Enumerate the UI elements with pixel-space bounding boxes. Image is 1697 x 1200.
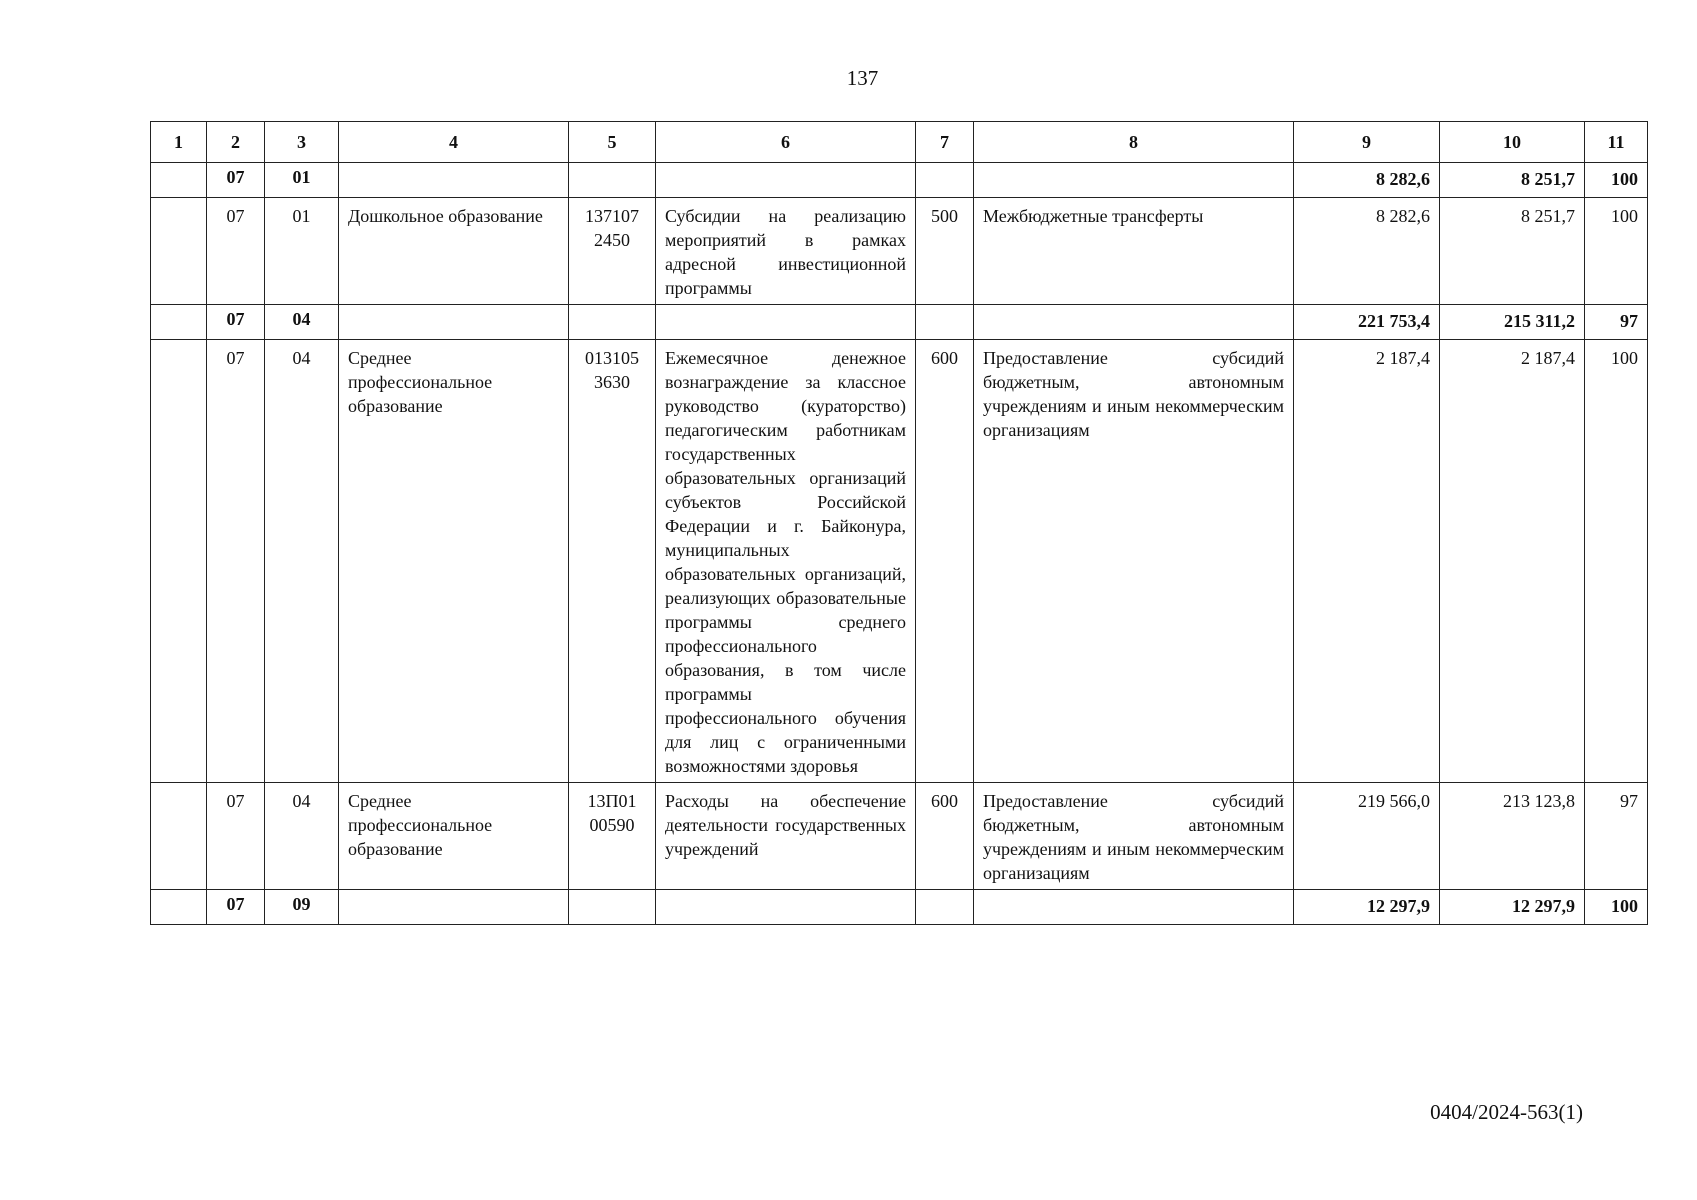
cell-section-name: Среднее профессиональное образование bbox=[339, 340, 569, 783]
cell-expense-type-code bbox=[916, 305, 974, 340]
cell-expense-type-name bbox=[974, 305, 1294, 340]
cell-target-name: Расходы на обеспечение деятельности государственных учреждений bbox=[656, 783, 916, 890]
cell-actual-amount: 8 251,7 bbox=[1440, 198, 1585, 305]
cell-target-code: 13П01 00590 bbox=[569, 783, 656, 890]
cell-col1 bbox=[151, 198, 207, 305]
cell-percent: 100 bbox=[1585, 163, 1648, 198]
subtotal-row bbox=[151, 305, 1648, 340]
table-row bbox=[151, 783, 1648, 890]
header-cell: 2 bbox=[207, 122, 265, 163]
cell-target-name: Ежемесячное денежное вознаграждение за классное руководство (кураторство) педагогическим работникам государственных образовательных организаций субъектов Российской Федерации и г. Байконура, муниципальных образовательных организаций, реализующих образовательные программы среднего профессионального образования, в том числе программы профессионального обучения для лиц с ограниченными возможностями здоровья bbox=[656, 340, 916, 783]
cell-expense-type-name: Предоставление субсидий бюджетным, автономным учреждениям и иным некоммерческим организациям bbox=[974, 340, 1294, 783]
cell-expense-type-name bbox=[974, 890, 1294, 925]
cell-expense-type-code: 500 bbox=[916, 198, 974, 305]
cell-section: 07 bbox=[207, 340, 265, 783]
cell-target-code bbox=[569, 305, 656, 340]
cell-target-name bbox=[656, 305, 916, 340]
header-cell: 10 bbox=[1440, 122, 1585, 163]
cell-percent: 100 bbox=[1585, 198, 1648, 305]
cell-target-name: Субсидии на реализацию мероприятий в рамках адресной инвестиционной программы bbox=[656, 198, 916, 305]
cell-col1 bbox=[151, 340, 207, 783]
header-row bbox=[151, 122, 1648, 163]
cell-planned-amount: 8 282,6 bbox=[1294, 198, 1440, 305]
header-cell: 6 bbox=[656, 122, 916, 163]
cell-expense-type-code bbox=[916, 890, 974, 925]
cell-col1 bbox=[151, 783, 207, 890]
cell-section: 07 bbox=[207, 305, 265, 340]
cell-section: 07 bbox=[207, 198, 265, 305]
cell-planned-amount: 12 297,9 bbox=[1294, 890, 1440, 925]
header-cell: 7 bbox=[916, 122, 974, 163]
cell-section-name bbox=[339, 305, 569, 340]
cell-expense-type-name: Межбюджетные трансферты bbox=[974, 198, 1294, 305]
cell-section-name bbox=[339, 163, 569, 198]
cell-target-name bbox=[656, 163, 916, 198]
cell-actual-amount: 12 297,9 bbox=[1440, 890, 1585, 925]
cell-planned-amount: 2 187,4 bbox=[1294, 340, 1440, 783]
cell-subsection: 01 bbox=[265, 163, 339, 198]
cell-target-code: 013105 3630 bbox=[569, 340, 656, 783]
cell-section: 07 bbox=[207, 783, 265, 890]
header-cell: 3 bbox=[265, 122, 339, 163]
cell-expense-type-name bbox=[974, 163, 1294, 198]
cell-percent: 100 bbox=[1585, 340, 1648, 783]
cell-actual-amount: 8 251,7 bbox=[1440, 163, 1585, 198]
cell-actual-amount: 213 123,8 bbox=[1440, 783, 1585, 890]
cell-section: 07 bbox=[207, 890, 265, 925]
header-cell: 9 bbox=[1294, 122, 1440, 163]
cell-expense-type-code bbox=[916, 163, 974, 198]
cell-target-code bbox=[569, 890, 656, 925]
cell-subsection: 04 bbox=[265, 340, 339, 783]
subtotal-row bbox=[151, 890, 1648, 925]
cell-planned-amount: 221 753,4 bbox=[1294, 305, 1440, 340]
table-row bbox=[151, 340, 1648, 783]
cell-percent: 97 bbox=[1585, 783, 1648, 890]
cell-section: 07 bbox=[207, 163, 265, 198]
cell-expense-type-code: 600 bbox=[916, 783, 974, 890]
cell-subsection: 01 bbox=[265, 198, 339, 305]
header-cell: 8 bbox=[974, 122, 1294, 163]
cell-section-name bbox=[339, 890, 569, 925]
cell-col1 bbox=[151, 305, 207, 340]
cell-target-code: 137107 2450 bbox=[569, 198, 656, 305]
page-number: 137 bbox=[846, 66, 879, 90]
cell-planned-amount: 219 566,0 bbox=[1294, 783, 1440, 890]
cell-subsection: 04 bbox=[265, 783, 339, 890]
header-cell: 4 bbox=[339, 122, 569, 163]
header-cell: 11 bbox=[1585, 122, 1648, 163]
cell-target-name bbox=[656, 890, 916, 925]
cell-subsection: 09 bbox=[265, 890, 339, 925]
cell-percent: 100 bbox=[1585, 890, 1648, 925]
cell-actual-amount: 215 311,2 bbox=[1440, 305, 1585, 340]
cell-target-code bbox=[569, 163, 656, 198]
cell-expense-type-name: Предоставление субсидий бюджетным, автономным учреждениям и иным некоммерческим организациям bbox=[974, 783, 1294, 890]
header-cell: 5 bbox=[569, 122, 656, 163]
cell-planned-amount: 8 282,6 bbox=[1294, 163, 1440, 198]
header-cell: 1 bbox=[151, 122, 207, 163]
cell-section-name: Дошкольное образование bbox=[339, 198, 569, 305]
cell-subsection: 04 bbox=[265, 305, 339, 340]
cell-percent: 97 bbox=[1585, 305, 1648, 340]
subtotal-row bbox=[151, 163, 1648, 198]
table-row bbox=[151, 198, 1648, 305]
document-code: 0404/2024-563(1) bbox=[1430, 1100, 1583, 1124]
cell-actual-amount: 2 187,4 bbox=[1440, 340, 1585, 783]
cell-col1 bbox=[151, 163, 207, 198]
budget-table bbox=[150, 121, 1648, 925]
cell-col1 bbox=[151, 890, 207, 925]
cell-section-name: Среднее профессиональное образование bbox=[339, 783, 569, 890]
cell-expense-type-code: 600 bbox=[916, 340, 974, 783]
